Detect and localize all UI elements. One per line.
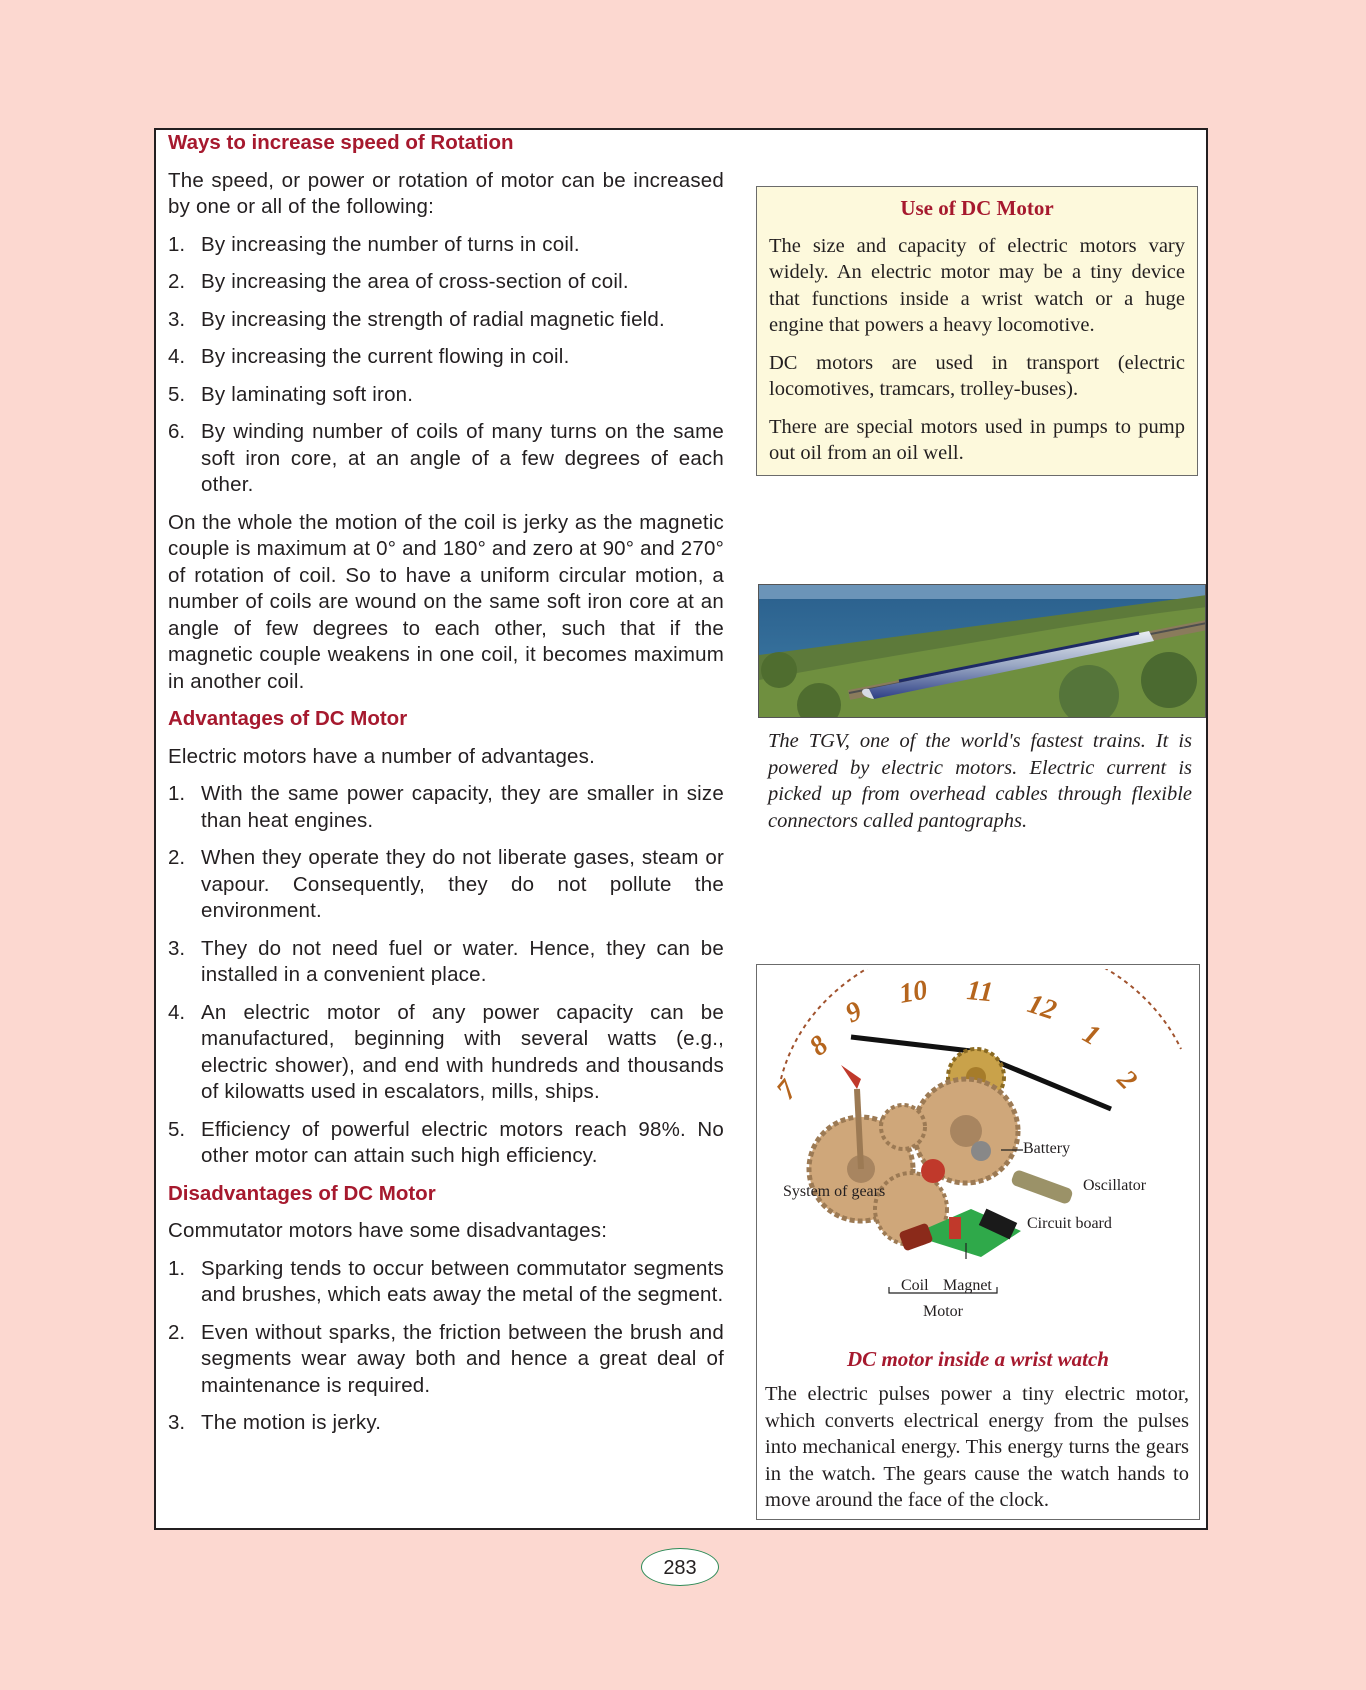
wrist-watch-box <box>756 964 1200 1520</box>
use-box-paragraph: DC motors are used in transport (electric locomotives, tramcars, trolley-buses). <box>769 351 1185 400</box>
oscillator-icon <box>1010 1169 1074 1205</box>
left-column <box>168 130 724 1448</box>
rotation-list <box>168 232 724 499</box>
minute-hand-icon <box>851 1037 971 1051</box>
list-item: 3. The motion is jerky. <box>168 1411 382 1434</box>
system-of-gears-label: System of gears <box>783 1183 886 1200</box>
dial-number: 8 <box>803 1029 835 1063</box>
advantages-heading: Advantages of DC Motor <box>168 707 408 730</box>
dial-number: 10 <box>896 974 930 1010</box>
rotation-paragraph: On the whole the motion of the coil is jerky as the magnetic couple is maximum at 0° and 180° and zero at 90° and 270° of rotation of coil. So to have a uniform circular motion, a number of coils are wound on the same soft iron core at an angle of few degrees to each other, such that if the magnetic couple weakens in one coil, it becomes maximum in another coil. <box>168 510 724 693</box>
advantages-intro: Electric motors have a number of advantages. <box>168 744 595 768</box>
dial-number: 11 <box>965 975 995 1009</box>
dial-number: 1 <box>1077 1018 1106 1053</box>
battery-icon <box>971 1141 991 1161</box>
disadvantages-intro: Commutator motors have some disadvantages: <box>168 1219 608 1242</box>
list-item: 1. By increasing the number of turns in coil. <box>168 232 580 256</box>
list-item: 1. Sparking tends to occur between commutator segments and brushes, which eats away the metal of the segment. <box>168 1256 724 1306</box>
train-illustration <box>759 585 1206 718</box>
use-box-paragraph: There are special motors used in pumps to pump out oil from an oil well. <box>769 415 1185 464</box>
list-item: 4. An electric motor of any power capacity can be manufactured, beginning with several watts (e.g., electric shower), and end with hundreds and thousands of kilowatts used in escalators, mills, ships. <box>168 1000 724 1103</box>
magnet-label: Magnet <box>943 1277 992 1294</box>
battery-label: Battery <box>1023 1140 1071 1157</box>
list-item: 2. Even without sparks, the friction between the brush and segments wear away both and hence a great deal of maintenance is required. <box>168 1320 724 1397</box>
train-caption: The TGV, one of the world's fastest trains. It is powered by electric motors. Electric current is picked up from overhead cables through flexible connectors called pantographs. <box>768 730 1192 832</box>
rotation-heading: Ways to increase speed of Rotation <box>168 131 514 154</box>
list-item: 3. They do not need fuel or water. Hence, they can be installed in a convenient place. <box>168 936 724 986</box>
watch-figure-title: DC motor inside a wrist watch <box>847 1347 1109 1371</box>
advantages-list <box>168 781 724 1170</box>
list-item: 2. By increasing the area of cross-section of coil. <box>168 270 629 293</box>
dial-number: 2 <box>1111 1064 1143 1096</box>
list-item: 1. With the same power capacity, they are smaller in size than heat engines. <box>168 782 724 832</box>
watch-motor-diagram <box>761 969 1195 1309</box>
disadvantages-list <box>168 1256 724 1437</box>
page-number: 283 <box>641 1548 719 1586</box>
watch-description: The electric pulses power a tiny electric motor, which converts electrical energy from the pulses into mechanical energy. This energy turns the gears in the watch. The gears cause the watch hands to move around the face of the clock. <box>765 1383 1189 1511</box>
tgv-train-photo <box>758 584 1206 718</box>
list-item: 3. By increasing the strength of radial magnetic field. <box>168 307 665 331</box>
list-item: 4. By increasing the current flowing in coil. <box>168 345 570 368</box>
use-box-paragraph: The size and capacity of electric motors vary widely. An electric motor may be a tiny device that functions inside a wrist watch or a huge engine that powers a heavy locomotive. <box>769 234 1185 336</box>
dial-number: 9 <box>840 995 867 1030</box>
magnet-icon <box>949 1217 961 1239</box>
oscillator-label: Oscillator <box>1083 1177 1147 1194</box>
dial-number: 7 <box>770 1074 804 1106</box>
list-item: 5. Efficiency of powerful electric motors reach 98%. No other motor can attain such high efficiency. <box>168 1117 724 1167</box>
use-box-title: Use of DC Motor <box>900 196 1054 220</box>
circuit-board-label: Circuit board <box>1027 1215 1112 1232</box>
dial-number: 12 <box>1023 988 1061 1027</box>
coil-label: Coil <box>901 1277 929 1294</box>
motor-label: Motor <box>923 1303 963 1320</box>
list-item: 6. By winding number of coils of many turns on the same soft iron core, at an angle of a few degrees of each other. <box>168 420 724 496</box>
use-of-dc-motor-box <box>756 186 1198 476</box>
list-item: 2. When they operate they do not liberate gases, steam or vapour. Consequently, they do not pollute the environment. <box>168 846 724 922</box>
list-item: 5. By laminating soft iron. <box>168 382 414 406</box>
disadvantages-heading: Disadvantages of DC Motor <box>168 1181 436 1205</box>
rotation-intro: The speed, or power or rotation of motor can be increased by one or all of the following: <box>168 168 724 218</box>
